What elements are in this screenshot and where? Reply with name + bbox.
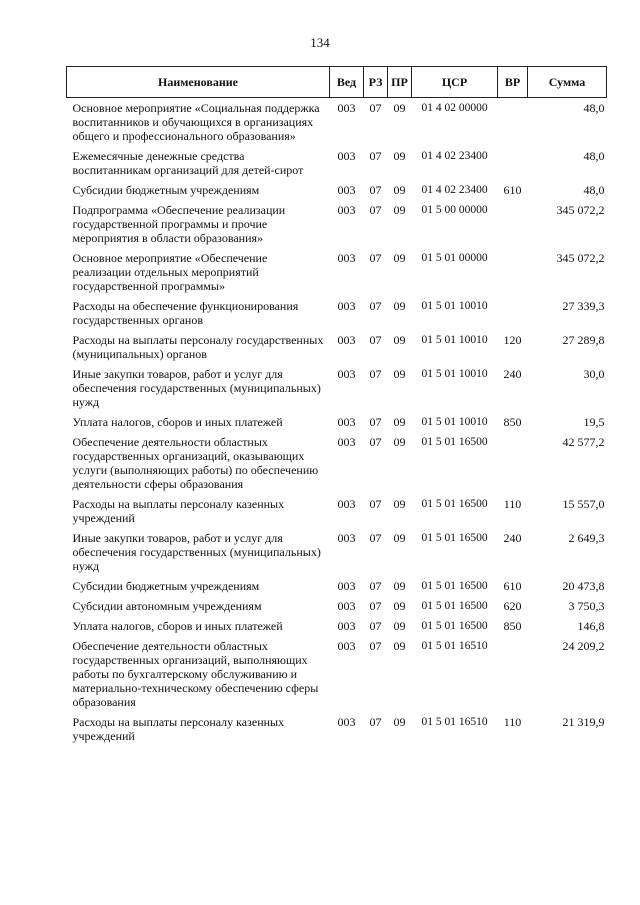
cell-pr: 09	[393, 149, 406, 163]
cell-pr: 09	[393, 497, 406, 511]
cell-vr	[498, 98, 528, 147]
table-row	[67, 432, 607, 494]
cell-sum: 24 209,2	[562, 639, 605, 653]
cell-pr: 09	[393, 101, 406, 115]
cell-name: Основное мероприятие «Социальная поддержка воспитанников и обучающихся в организациях общего и профессионального образования»	[72, 101, 320, 143]
cell-pr: 09	[393, 251, 406, 265]
cell-vr: 240	[503, 531, 522, 545]
cell-sum: 21 319,9	[562, 715, 605, 729]
table-row	[67, 596, 607, 616]
cell-rz: 07	[369, 101, 382, 115]
cell-pr: 09	[393, 183, 406, 197]
table-row	[67, 200, 607, 248]
cell-rz: 07	[369, 715, 382, 729]
cell-name: Расходы на выплаты персоналу государственных (муниципальных) органов	[72, 333, 324, 361]
cell-ved: 003	[337, 639, 356, 653]
cell-rz: 07	[369, 183, 382, 197]
cell-ved: 003	[337, 299, 356, 313]
cell-csr: 01 4 02 23400	[421, 184, 488, 196]
cell-sum: 48,0	[583, 101, 605, 115]
cell-rz: 07	[369, 415, 382, 429]
cell-sum: 2 649,3	[568, 531, 605, 545]
cell-pr: 09	[393, 415, 406, 429]
cell-name: Субсидии автономным учреждениям	[72, 599, 262, 613]
cell-vr: 850	[503, 415, 522, 429]
cell-ved: 003	[337, 149, 356, 163]
cell-vr	[498, 432, 528, 494]
cell-csr: 01 5 01 16500	[421, 620, 488, 632]
cell-sum: 48,0	[583, 183, 605, 197]
cell-pr: 09	[393, 333, 406, 347]
header-sum: Сумма	[528, 67, 607, 98]
cell-csr: 01 5 01 16510	[421, 640, 488, 652]
table-row	[67, 576, 607, 596]
table-row	[67, 636, 607, 712]
cell-rz: 07	[369, 531, 382, 545]
cell-rz: 07	[369, 333, 382, 347]
cell-pr: 09	[393, 299, 406, 313]
cell-csr: 01 5 01 10010	[421, 368, 488, 380]
cell-sum: 345 072,2	[556, 203, 605, 217]
cell-csr: 01 5 01 10010	[421, 300, 488, 312]
table-row	[67, 528, 607, 576]
cell-name: Субсидии бюджетным учреждениям	[72, 579, 260, 593]
header-ved: Вед	[330, 67, 364, 98]
cell-pr: 09	[393, 367, 406, 381]
table-header	[67, 67, 607, 98]
cell-name: Субсидии бюджетным учреждениям	[72, 183, 260, 197]
cell-pr: 09	[393, 203, 406, 217]
header-csr: ЦСР	[412, 67, 498, 98]
table-row	[67, 180, 607, 200]
cell-vr: 240	[503, 367, 522, 381]
cell-vr: 610	[503, 183, 522, 197]
cell-pr: 09	[393, 599, 406, 613]
cell-vr: 620	[503, 599, 522, 613]
table-body	[67, 98, 607, 747]
cell-rz: 07	[369, 497, 382, 511]
cell-sum: 20 473,8	[562, 579, 605, 593]
cell-csr: 01 5 01 16500	[421, 600, 488, 612]
cell-vr	[498, 146, 528, 180]
table-row	[67, 248, 607, 296]
table-row	[67, 712, 607, 746]
cell-csr: 01 5 01 10010	[421, 416, 488, 428]
cell-name: Расходы на обеспечение функционирования государственных органов	[72, 299, 299, 327]
table-row	[67, 412, 607, 432]
cell-pr: 09	[393, 579, 406, 593]
table-row	[67, 98, 607, 147]
cell-vr	[498, 248, 528, 296]
cell-name: Подпрограмма «Обеспечение реализации государственной программы и прочие мероприятия в области образования»	[72, 203, 286, 245]
cell-ved: 003	[337, 203, 356, 217]
cell-ved: 003	[337, 415, 356, 429]
cell-vr	[498, 636, 528, 712]
cell-sum: 27 339,3	[562, 299, 605, 313]
cell-name: Ежемесячные денежные средства воспитанникам организаций для детей-сирот	[72, 149, 304, 177]
cell-rz: 07	[369, 299, 382, 313]
cell-ved: 003	[337, 715, 356, 729]
cell-ved: 003	[337, 333, 356, 347]
cell-rz: 07	[369, 619, 382, 633]
cell-ved: 003	[337, 435, 356, 449]
cell-ved: 003	[337, 367, 356, 381]
cell-pr: 09	[393, 715, 406, 729]
cell-vr: 110	[503, 497, 522, 511]
cell-vr: 850	[503, 619, 522, 633]
cell-pr: 09	[393, 435, 406, 449]
table-row	[67, 494, 607, 528]
cell-sum: 3 750,3	[568, 599, 605, 613]
cell-csr: 01 4 02 23400	[421, 150, 488, 162]
cell-ved: 003	[337, 183, 356, 197]
cell-pr: 09	[393, 619, 406, 633]
cell-ved: 003	[337, 619, 356, 633]
cell-sum: 30,0	[583, 367, 605, 381]
cell-rz: 07	[369, 367, 382, 381]
table-row	[67, 146, 607, 180]
table-row	[67, 330, 607, 364]
cell-rz: 07	[369, 435, 382, 449]
cell-pr: 09	[393, 639, 406, 653]
cell-name: Расходы на выплаты персоналу казенных учреждений	[72, 715, 285, 743]
cell-csr: 01 5 01 16500	[421, 498, 488, 510]
cell-sum: 19,5	[583, 415, 605, 429]
cell-csr: 01 5 01 00000	[421, 252, 488, 264]
cell-rz: 07	[369, 579, 382, 593]
table-row	[67, 616, 607, 636]
budget-table	[66, 66, 607, 746]
cell-sum: 42 577,2	[562, 435, 605, 449]
cell-csr: 01 4 02 00000	[421, 102, 488, 114]
cell-vr: 110	[503, 715, 522, 729]
cell-rz: 07	[369, 149, 382, 163]
cell-vr: 120	[503, 333, 522, 347]
cell-name: Иные закупки товаров, работ и услуг для обеспечения государственных (муниципальных) нужд	[72, 367, 321, 409]
cell-name: Расходы на выплаты персоналу казенных учреждений	[72, 497, 285, 525]
cell-csr: 01 5 01 16500	[421, 580, 488, 592]
table-row	[67, 296, 607, 330]
cell-sum: 146,8	[577, 619, 605, 633]
cell-ved: 003	[337, 497, 356, 511]
cell-name: Иные закупки товаров, работ и услуг для обеспечения государственных (муниципальных) нужд	[72, 531, 321, 573]
cell-sum: 15 557,0	[562, 497, 605, 511]
cell-sum: 48,0	[583, 149, 605, 163]
header-name: Наименование	[67, 67, 330, 98]
cell-rz: 07	[369, 639, 382, 653]
cell-vr	[498, 296, 528, 330]
cell-sum: 345 072,2	[556, 251, 605, 265]
cell-pr: 09	[393, 531, 406, 545]
cell-sum: 27 289,8	[562, 333, 605, 347]
page-number: 134	[310, 35, 330, 50]
cell-name: Обеспечение деятельности областных государственных организаций, выполняющих работы по бухгалтерскому обслуживанию и материально-техническому обеспечению сферы образования	[72, 639, 319, 709]
cell-csr: 01 5 00 00000	[421, 204, 488, 216]
header-pr: ПР	[388, 67, 412, 98]
cell-name: Уплата налогов, сборов и иных платежей	[72, 415, 283, 429]
cell-name: Уплата налогов, сборов и иных платежей	[72, 619, 283, 633]
header-vr: ВР	[498, 67, 528, 98]
cell-rz: 07	[369, 203, 382, 217]
cell-ved: 003	[337, 101, 356, 115]
table-row	[67, 364, 607, 412]
cell-ved: 003	[337, 251, 356, 265]
cell-rz: 07	[369, 599, 382, 613]
cell-ved: 003	[337, 579, 356, 593]
cell-csr: 01 5 01 16510	[421, 716, 488, 728]
cell-csr: 01 5 01 16500	[421, 532, 488, 544]
cell-ved: 003	[337, 599, 356, 613]
cell-ved: 003	[337, 531, 356, 545]
cell-rz: 07	[369, 251, 382, 265]
header-rz: РЗ	[364, 67, 388, 98]
cell-vr: 610	[503, 579, 522, 593]
cell-csr: 01 5 01 16500	[421, 436, 488, 448]
cell-name: Обеспечение деятельности областных государственных организаций, оказывающих услуги (выполняющих работы) по обеспечению деятельности сферы образования	[72, 435, 319, 491]
cell-vr	[498, 200, 528, 248]
cell-csr: 01 5 01 10010	[421, 334, 488, 346]
cell-name: Основное мероприятие «Обеспечение реализации отдельных мероприятий государственной программы»	[72, 251, 268, 293]
